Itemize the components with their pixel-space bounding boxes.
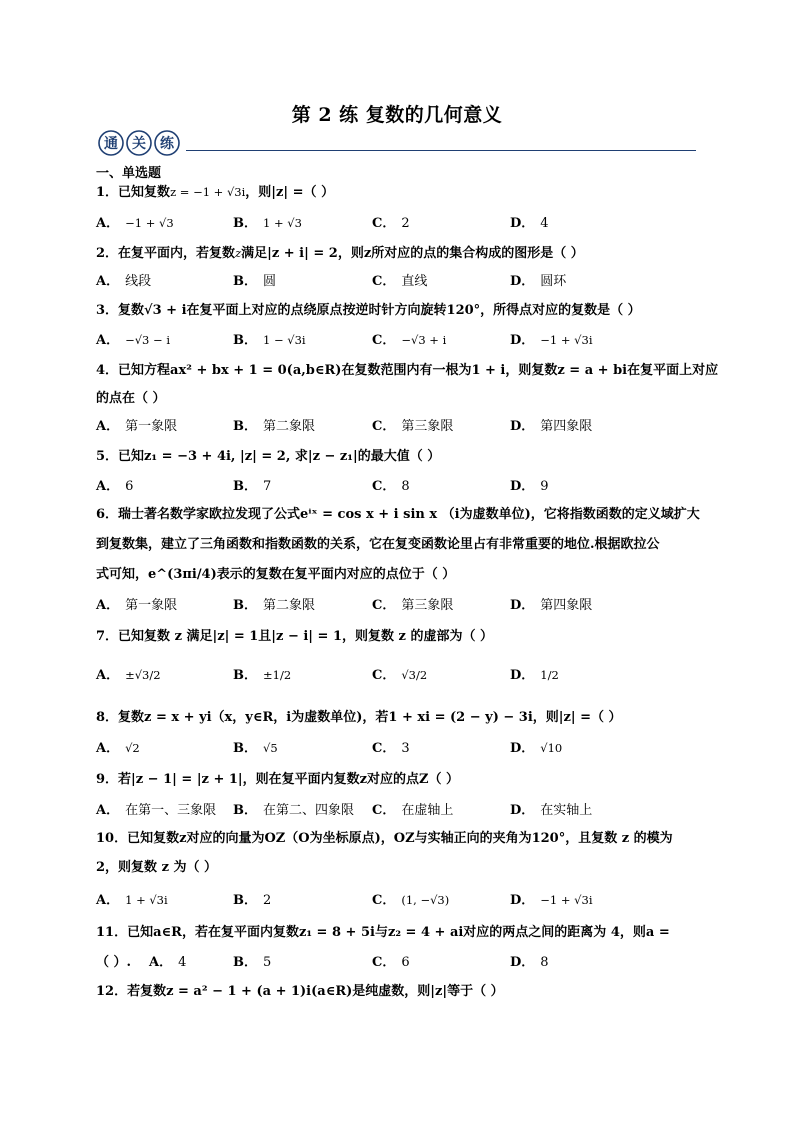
q2-option-b: B． 圆 — [233, 274, 277, 289]
q3-option-b: B． 1 − √3i — [233, 333, 306, 348]
q5-option-d: D． 9 — [510, 479, 549, 494]
question-3: 3．复数√3 + i在复平面上对应的点绕原点按逆时针方向旋转120°，所得点对应的复数是（ ） — [96, 303, 641, 318]
q6-option-d: D． 第四象限 — [510, 598, 593, 613]
q5-option-c: C． 8 — [372, 479, 410, 494]
question-6-line-3: 式可知，e^(3πi/4)表示的复数在复平面内对应的点位于（ ） — [96, 567, 456, 582]
q2-option-c: C． 直线 — [372, 274, 428, 289]
q6-option-c: C． 第三象限 — [372, 598, 454, 613]
section-heading: 一、单选题 — [96, 166, 162, 181]
q7-option-a: A． ±√3/2 — [96, 668, 161, 683]
question-10: 10．已知复数z对应的向量为OZ（O为坐标原点)，OZ与实轴正向的夹角为120°，且复数 z 的模为 — [96, 831, 673, 846]
q8-option-a: A． √2 — [96, 741, 140, 756]
q3-option-d: D． −1 + √3i — [510, 333, 593, 348]
page-title: 第 2 练 复数的几何意义 — [291, 104, 503, 126]
q3-option-a: A． −√3 − i — [96, 333, 170, 348]
q7-option-c: C． √3/2 — [372, 668, 428, 683]
question-1: 1．已知复数z = −1 + √3i，则|z| =（ ） — [96, 185, 335, 200]
q1-option-d: D． 4 — [510, 216, 549, 231]
q8-option-b: B． √5 — [233, 741, 278, 756]
svg-text:关: 关 — [132, 136, 146, 152]
q4-option-b: B． 第二象限 — [233, 419, 316, 434]
q11-option-b: B． 5 — [233, 955, 272, 970]
question-6: 6．瑞士著名数学家欧拉发现了公式eⁱˣ = cos x + i sin x （i为虚数单位)，它将指数函数的定义域扩大 — [96, 507, 700, 522]
q2-option-d: D． 圆环 — [510, 274, 567, 289]
q5-option-a: A． 6 — [96, 479, 134, 494]
q10-option-a: A． 1 + √3i — [96, 893, 168, 908]
q1-option-c: C． 2 — [372, 216, 410, 231]
q3-option-c: C． −√3 + i — [372, 333, 447, 348]
q4-option-a: A． 第一象限 — [96, 419, 178, 434]
q7-option-b: B． ±1/2 — [233, 668, 292, 683]
q4-option-c: C． 第三象限 — [372, 419, 454, 434]
section-banner-logo — [98, 128, 198, 158]
question-5: 5．已知z₁ = −3 + 4i, |z| = 2, 求|z − z₁|的最大值（ ） — [96, 449, 441, 464]
question-10-line-2: 2，则复数 z 为（ ） — [96, 860, 218, 875]
header-rule — [186, 150, 696, 151]
q9-option-c: C． 在虚轴上 — [372, 803, 454, 818]
question-2: 2．在复平面内，若复数z满足|z + i| = 2，则z所对应的点的集合构成的图形是（ ） — [96, 246, 584, 261]
svg-text:练: 练 — [160, 136, 174, 152]
q11-option-d: D． 8 — [510, 955, 549, 970]
q9-option-d: D． 在实轴上 — [510, 803, 593, 818]
question-9: 9．若|z − 1| = |z + 1|，则在复平面内复数z对应的点Z（ ） — [96, 772, 460, 787]
question-11: 11．已知a∈R，若在复平面内复数z₁ = 8 + 5i与z₂ = 4 + ai对应的两点之间的距离为 4，则a = — [96, 925, 670, 940]
q1-option-b: B． 1 + √3 — [233, 216, 302, 231]
q10-option-d: D． −1 + √3i — [510, 893, 593, 908]
question-12: 12．若复数z = a² − 1 + (a + 1)i(a∈R)是纯虚数，则|z|等于（ ） — [96, 984, 504, 999]
q9-option-a: A． 在第一、三象限 — [96, 803, 217, 818]
question-7: 7．已知复数 z 满足|z| = 1且|z − i| = 1，则复数 z 的虚部为（ ） — [96, 629, 493, 644]
question-8: 8．复数z = x + yi（x，y∈R，i为虚数单位)，若1 + xi = (2 − y) − 3i，则|z| =（ ） — [96, 710, 622, 725]
q1-option-a: A． −1 + √3 — [96, 216, 174, 231]
q2-option-a: A． 线段 — [96, 274, 152, 289]
q8-option-d: D． √10 — [510, 741, 563, 756]
q6-option-b: B． 第二象限 — [233, 598, 316, 613]
question-6-line-2: 到复数集，建立了三角函数和指数函数的关系，它在复变函数论里占有非常重要的地位.根据欧拉公 — [96, 537, 660, 552]
question-11-line-2: （ ）. — [96, 955, 132, 970]
q6-option-a: A． 第一象限 — [96, 598, 178, 613]
question-4-line-2: 的点在（ ） — [96, 391, 166, 406]
q5-option-b: B． 7 — [233, 479, 272, 494]
q9-option-b: B． 在第二、四象限 — [233, 803, 355, 818]
q7-option-d: D． 1/2 — [510, 668, 559, 683]
q10-option-b: B． 2 — [233, 893, 272, 908]
question-4: 4．已知方程ax² + bx + 1 = 0(a,b∈R)在复数范围内有一根为1 + i，则复数z = a + bi在复平面上对应 — [96, 363, 719, 378]
q11-option-c: C． 6 — [372, 955, 410, 970]
q10-option-c: C． (1, −√3) — [372, 893, 450, 908]
q8-option-c: C． 3 — [372, 741, 410, 756]
svg-text:通: 通 — [104, 136, 118, 152]
q4-option-d: D． 第四象限 — [510, 419, 593, 434]
q11-option-a: A． 4 — [149, 955, 187, 970]
